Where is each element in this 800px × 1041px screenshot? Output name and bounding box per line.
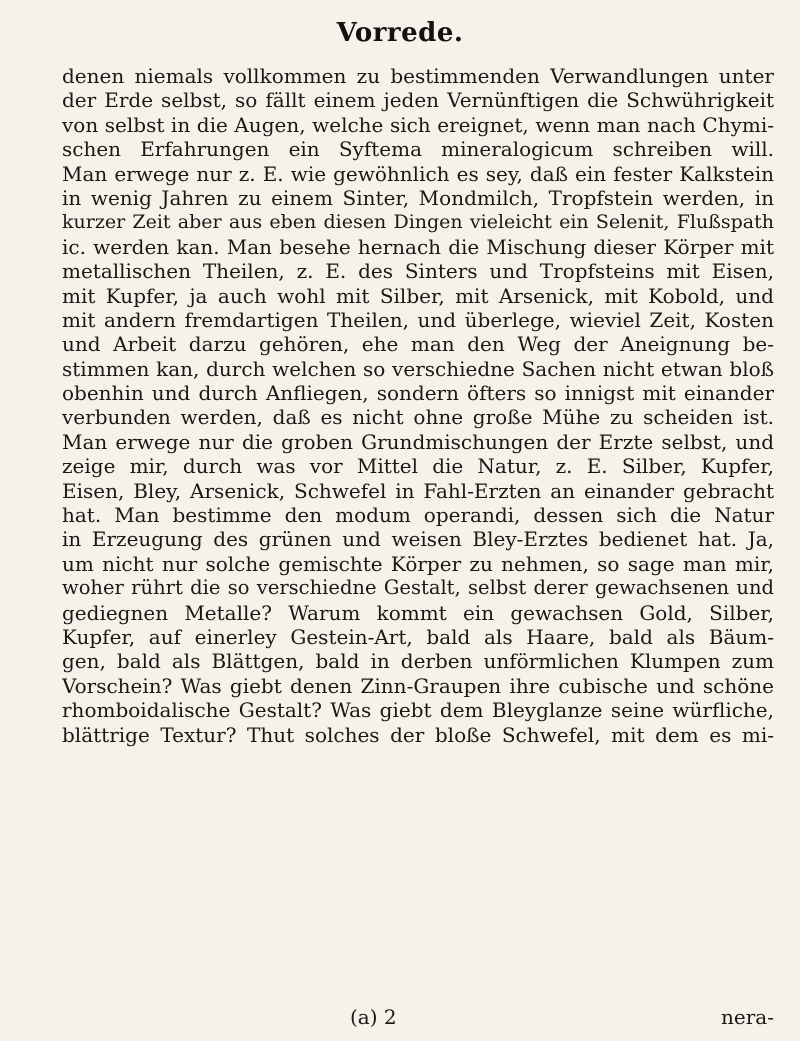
text-line: obenhin und durch Anfliegen, sondern öfters so innigst mit einander bbox=[62, 381, 774, 406]
text-line: hat. Man bestimme den modum operandi, dessen sich die Natur bbox=[62, 503, 774, 528]
text-line: blättrige Textur? Thut solches der bloße Schwefel, mit dem es mi- bbox=[62, 722, 774, 747]
text-line: Vorschein? Was giebt denen Zinn-Graupen ihre cubische und schöne bbox=[62, 673, 774, 698]
text-line: Man erwege nur die groben Grundmischungen der Erzte selbst, und bbox=[62, 429, 774, 454]
text-line: verbunden werden, daß es nicht ohne große Mühe zu scheiden ist. bbox=[62, 405, 774, 430]
text-line: mit Kupfer, ja auch wohl mit Silber, mit Arsenick, mit Kobold, und bbox=[62, 283, 774, 308]
text-line: Man erwege nur z. E. wie gewöhnlich es sey, daß ein fester Kalkstein bbox=[62, 161, 774, 186]
text-line: metallischen Theilen, z. E. des Sinters und Tropfsteins mit Eisen, bbox=[62, 259, 774, 284]
text-line: ic. werden kan. Man besehe hernach die Mischung dieser Körper mit bbox=[62, 234, 774, 259]
text-line: Eisen, Bley, Arsenick, Schwefel in Fahl-Erzten an einander gebracht bbox=[62, 478, 774, 503]
signature-mark: (a) 2 bbox=[350, 1005, 397, 1029]
text-line: kurzer Zeit aber aus eben diesen Dingen vieleicht ein Selenit, Flußspath bbox=[62, 211, 774, 234]
text-line: Kupfer, auf einerley Gestein-Art, bald als Haare, bald als Bäum- bbox=[62, 624, 774, 649]
text-line: gediegnen Metalle? Warum kommt ein gewachsen Gold, Silber, bbox=[62, 600, 774, 625]
catchword: nera- bbox=[721, 1005, 774, 1029]
text-line: stimmen kan, durch welchen so verschiedne Sachen nicht etwan bloß bbox=[62, 356, 774, 381]
text-line: in Erzeugung des grünen und weisen Bley-Erztes bedienet hat. Ja, bbox=[62, 527, 774, 552]
text-line: der Erde selbst, so fällt einem jeden Vernünftigen die Schwührigkeit bbox=[62, 88, 774, 113]
text-line: denen niemals vollkommen zu bestimmenden Verwandlungen unter bbox=[62, 64, 774, 88]
text-line: gen, bald als Blättgen, bald in derben unförmlichen Klumpen zum bbox=[62, 649, 774, 674]
text-line: in wenig Jahren zu einem Sinter, Mondmilch, Tropfstein werden, in bbox=[62, 185, 774, 210]
running-head: Vorrede. bbox=[336, 18, 464, 48]
text-line: schen Erfahrungen ein Syftema mineralogicum schreiben will. bbox=[62, 137, 774, 162]
text-line: rhomboidalische Gestalt? Was giebt dem Bleyglanze seine würfliche, bbox=[62, 698, 774, 723]
text-line: und Arbeit darzu gehören, ehe man den Weg der Aneignung be- bbox=[62, 332, 774, 357]
text-line: um nicht nur solche gemischte Körper zu nehmen, so sage man mir, bbox=[62, 551, 774, 576]
text-line: von selbst in die Augen, welche sich ereignet, wenn man nach Chymi- bbox=[62, 112, 774, 137]
text-line: woher rührt die so verschiedne Gestalt, selbst derer gewachsenen und bbox=[62, 576, 774, 600]
page-footer bbox=[62, 1005, 774, 1031]
text-line: zeige mir, durch was vor Mittel die Natur, z. E. Silber, Kupfer, bbox=[62, 454, 774, 479]
text-line: mit andern fremdartigen Theilen, und überlege, wieviel Zeit, Kosten bbox=[62, 307, 774, 332]
body-text bbox=[62, 64, 774, 747]
